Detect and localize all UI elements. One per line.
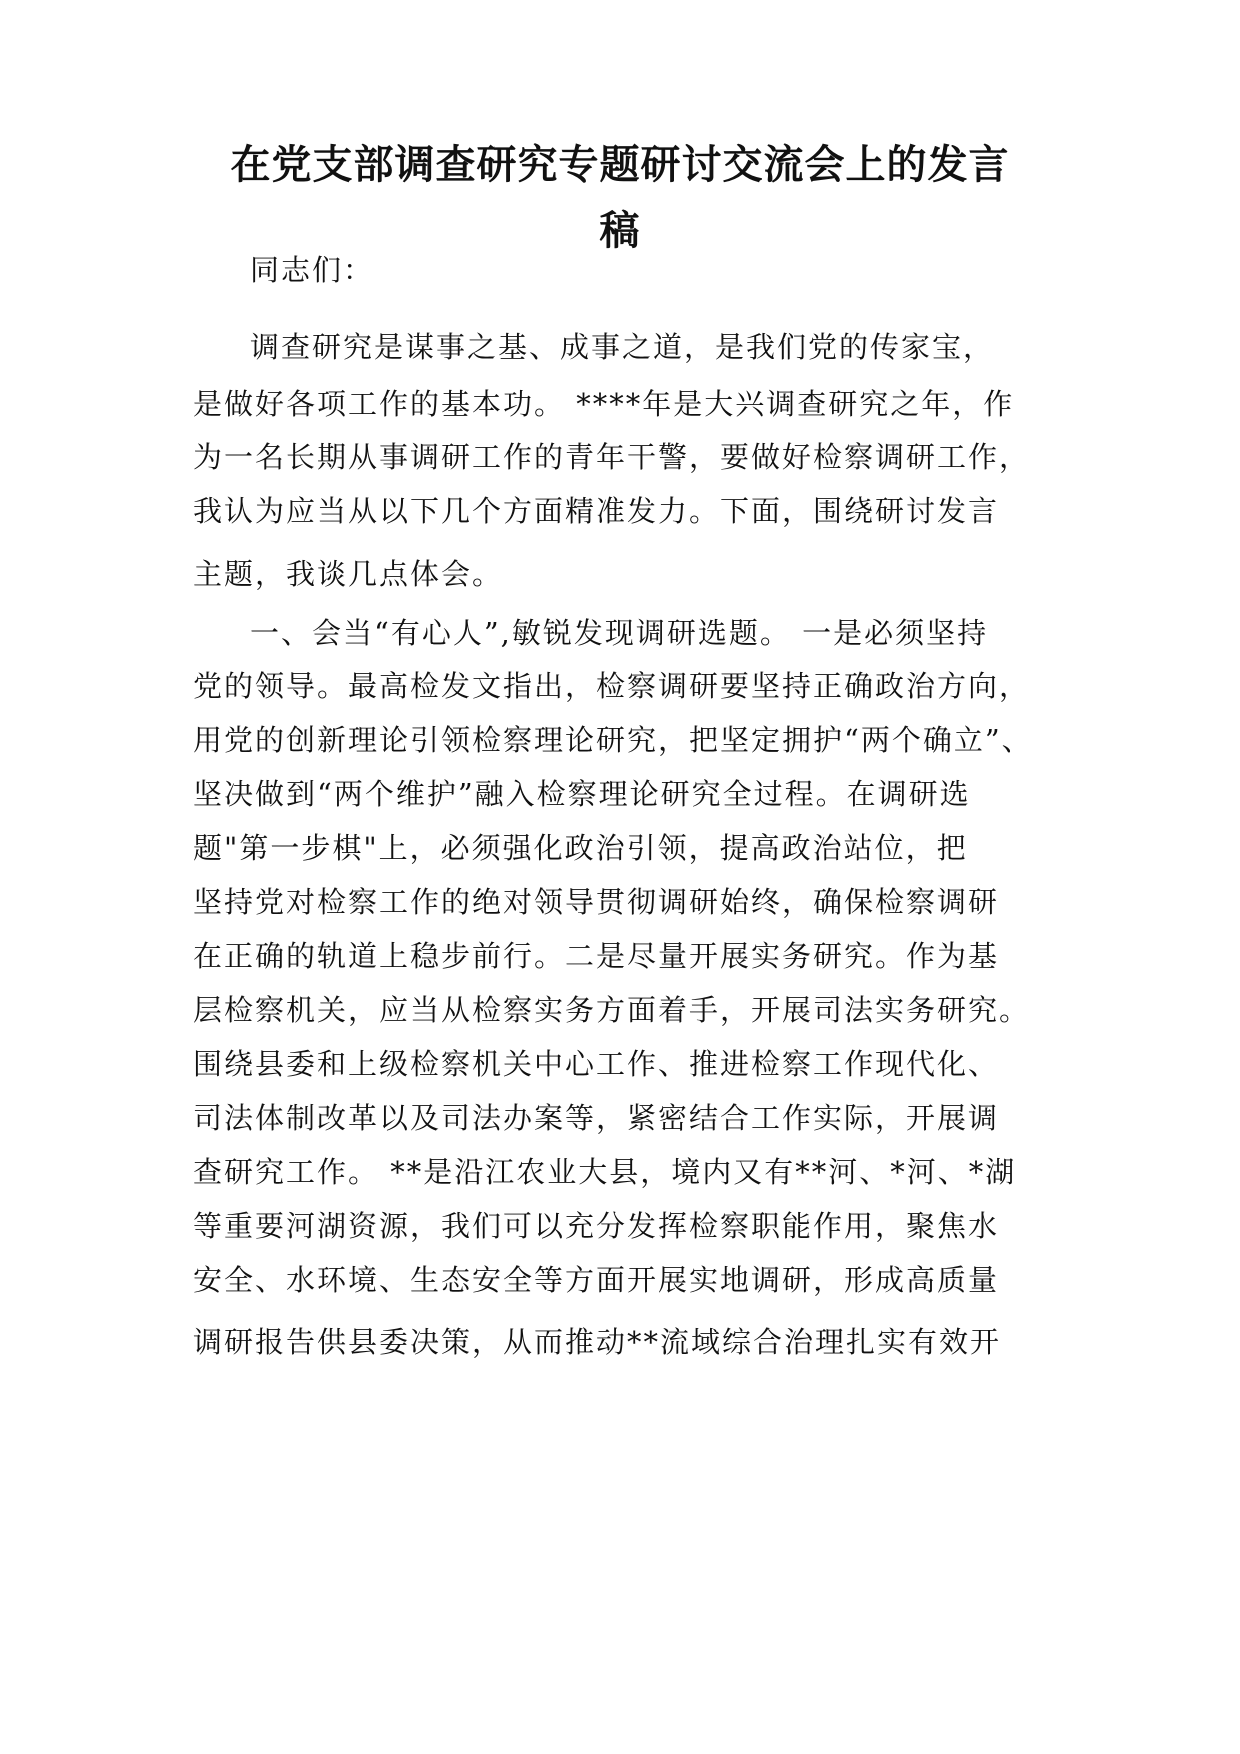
paragraph-line: 我认为应当从以下几个方面精准发力。下面，围绕研讨发言 <box>193 494 1000 528</box>
paragraph-line: 层检察机关，应当从检察实务方面着手，开展司法实务研究。 <box>193 993 1031 1027</box>
paragraph-line: 查研究工作。 **是沿江农业大县，境内又有**河、*河、*湖 <box>193 1155 1017 1189</box>
paragraph-line: 题"第一步棋"上，必须强化政治引领，提高政治站位，把 <box>193 831 968 865</box>
paragraph-line: 用党的创新理论引领检察理论研究，把坚定拥护“两个确立”、 <box>193 723 1033 757</box>
paragraph-line: 调研报告供县委决策，从而推动**流域综合治理扎实有效开 <box>193 1325 1002 1359</box>
paragraph-line: 主题，我谈几点体会。 <box>193 557 504 591</box>
paragraph-line: 为一名长期从事调研工作的青年干警，要做好检察调研工作， <box>193 440 1031 474</box>
paragraph-line: 在正确的轨道上稳步前行。二是尽量开展实务研究。作为基 <box>193 939 1000 973</box>
salutation: 同志们： <box>250 253 375 287</box>
document-title-line-1: 在党支部调查研究专题研讨交流会上的发言 <box>230 142 1010 188</box>
paragraph-line: 调查研究是谋事之基、成事之道，是我们党的传家宝， <box>250 330 995 364</box>
paragraph-line: 是做好各项工作的基本功。 ****年是大兴调查研究之年，作 <box>193 387 1015 421</box>
paragraph-line: 等重要河湖资源，我们可以充分发挥检察职能作用，聚焦水 <box>193 1209 1000 1243</box>
paragraph-line: 坚持党对检察工作的绝对领导贯彻调研始终，确保检察调研 <box>193 885 1000 919</box>
document-title-line-2: 稿 <box>599 208 641 254</box>
paragraph-line: 安全、水环境、生态安全等方面开展实地调研，形成高质量 <box>193 1263 1000 1297</box>
paragraph-line: 坚决做到“两个维护”融入检察理论研究全过程。在调研选 <box>193 777 971 811</box>
paragraph-line: 围绕县委和上级检察机关中心工作、推进检察工作现代化、 <box>193 1047 1000 1081</box>
paragraph-line: 党的领导。最高检发文指出，检察调研要坚持正确政治方向， <box>193 669 1031 703</box>
paragraph-line: 一、会当“有心人”,敏锐发现调研选题。 一是必须坚持 <box>250 616 989 650</box>
paragraph-line: 司法体制改革以及司法办案等，紧密结合工作实际，开展调 <box>193 1101 1000 1135</box>
